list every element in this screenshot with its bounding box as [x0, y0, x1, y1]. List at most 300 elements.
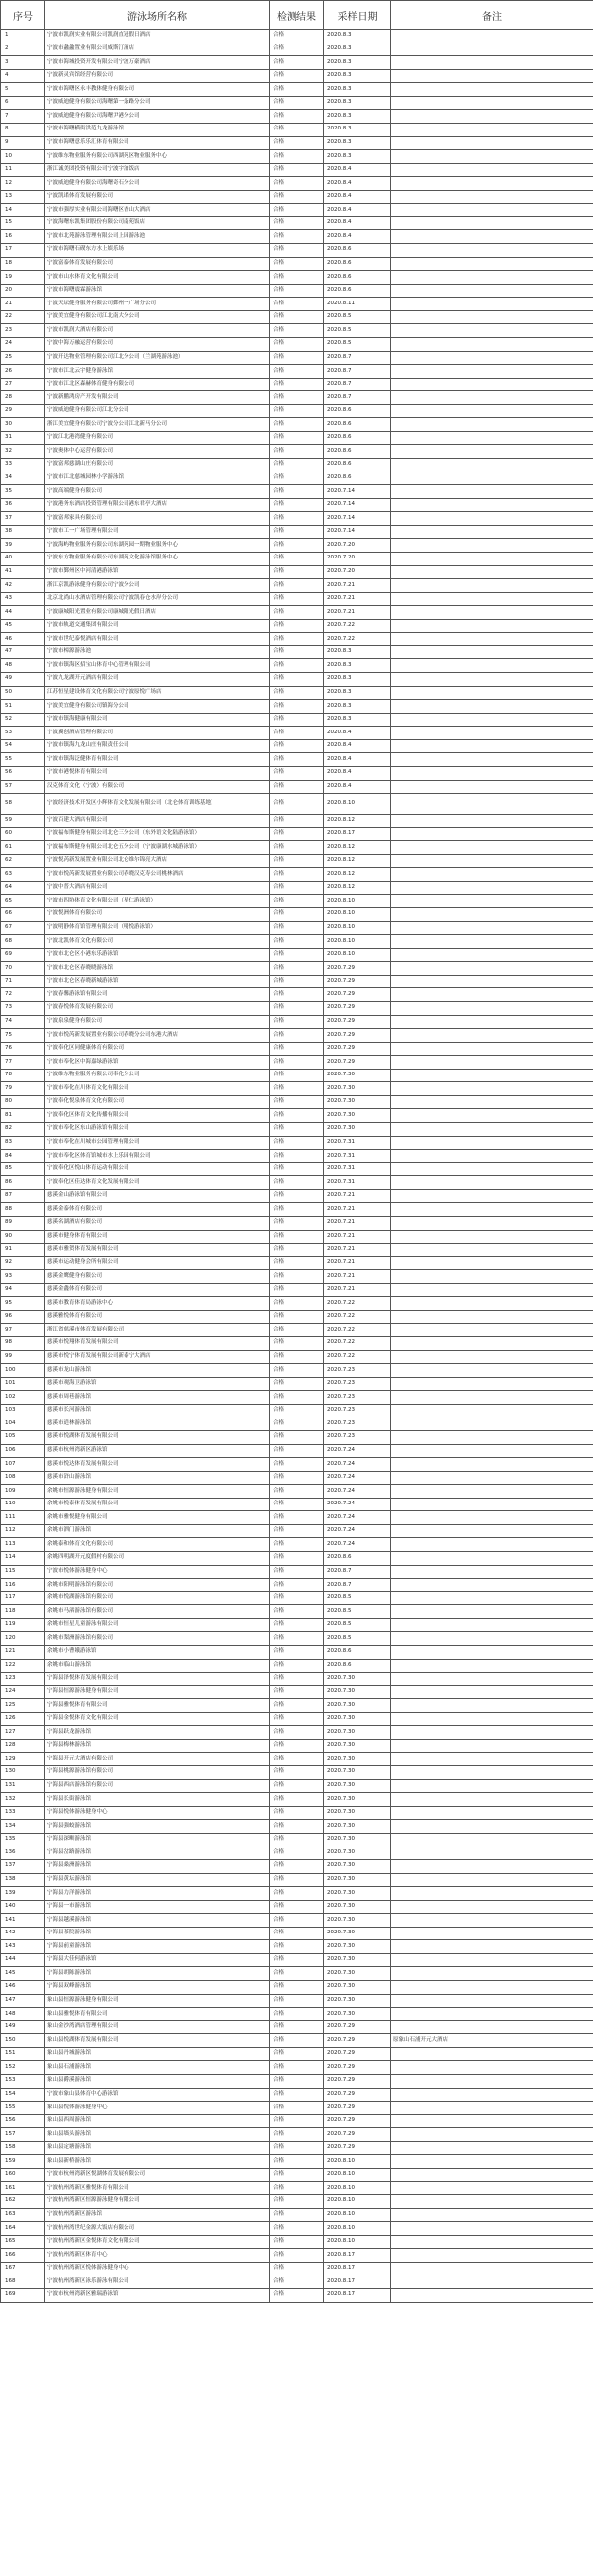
- row-index: 160: [1, 2168, 45, 2182]
- note: [391, 1605, 593, 1619]
- venue-name: 余姚市临山游泳馆: [45, 1659, 270, 1673]
- venue-name: 宁波富邦慈湖山庄有限公司: [45, 459, 270, 472]
- note: [391, 1793, 593, 1807]
- venue-name: 慈溪市健身体育有限公司: [45, 1230, 270, 1244]
- sample-date: 2020.8.5: [324, 324, 391, 338]
- sample-date: 2020.7.29: [324, 2061, 391, 2075]
- test-result: 合格: [270, 1056, 324, 1070]
- table-row: [1, 2195, 593, 2209]
- table-row: [1, 988, 593, 1002]
- row-index: 61: [1, 841, 45, 855]
- table-row: [1, 525, 593, 539]
- venue-name: 慈溪市浒山游泳馆: [45, 1471, 270, 1485]
- sample-date: 2020.7.21: [324, 579, 391, 593]
- row-index: 120: [1, 1632, 45, 1646]
- table-row: [1, 43, 593, 56]
- note: [391, 324, 593, 338]
- row-index: 44: [1, 606, 45, 620]
- note: [391, 472, 593, 485]
- header-result: 检测结果: [270, 1, 324, 30]
- row-index: 8: [1, 123, 45, 136]
- row-index: 63: [1, 868, 45, 882]
- header-index: 序号: [1, 1, 45, 30]
- row-index: 101: [1, 1377, 45, 1391]
- test-result: 合格: [270, 271, 324, 285]
- venue-name: 慈溪雅悦体育有限公司: [45, 1310, 270, 1324]
- note: [391, 619, 593, 633]
- row-index: 73: [1, 1001, 45, 1015]
- table-row: [1, 1189, 593, 1203]
- table-row: [1, 1538, 593, 1552]
- test-result: 合格: [270, 565, 324, 579]
- test-result: 合格: [270, 1927, 324, 1940]
- row-index: 62: [1, 854, 45, 868]
- test-result: 合格: [270, 739, 324, 753]
- note: [391, 1552, 593, 1566]
- row-index: 5: [1, 83, 45, 97]
- sample-date: 2020.7.29: [324, 1029, 391, 1043]
- row-index: 38: [1, 525, 45, 539]
- test-result: 合格: [270, 2262, 324, 2275]
- sample-date: 2020.8.3: [324, 645, 391, 659]
- table-row: [1, 1162, 593, 1176]
- row-index: 69: [1, 948, 45, 962]
- note: [391, 1230, 593, 1244]
- note: [391, 230, 593, 244]
- table-row: [1, 659, 593, 673]
- venue-name: 宁波市象山县体育中心游泳馆: [45, 2088, 270, 2102]
- note: [391, 1753, 593, 1766]
- note: [391, 1967, 593, 1981]
- sample-date: 2020.7.29: [324, 2114, 391, 2128]
- test-result: 合格: [270, 1015, 324, 1029]
- note: [391, 921, 593, 935]
- sample-date: 2020.8.10: [324, 2155, 391, 2169]
- sample-date: 2020.7.22: [324, 1310, 391, 1324]
- note: [391, 780, 593, 794]
- table-row: [1, 150, 593, 164]
- venue-name: 宁波新灵宾馆经营有限公司: [45, 69, 270, 83]
- venue-name: 宁海县双峰游泳馆: [45, 1981, 270, 1995]
- table-row: [1, 1458, 593, 1472]
- table-row: [1, 2141, 593, 2155]
- row-index: 33: [1, 459, 45, 472]
- sample-date: 2020.8.7: [324, 391, 391, 405]
- test-result: 合格: [270, 2168, 324, 2182]
- table-row: [1, 1873, 593, 1887]
- note: [391, 1524, 593, 1538]
- row-index: 159: [1, 2155, 45, 2169]
- venue-name: 宁海县前童游泳馆: [45, 1940, 270, 1954]
- row-index: 36: [1, 498, 45, 512]
- test-result: 合格: [270, 1095, 324, 1109]
- table-row: [1, 83, 593, 97]
- sample-date: 2020.7.21: [324, 1230, 391, 1244]
- sample-date: 2020.7.30: [324, 1994, 391, 2008]
- test-result: 合格: [270, 43, 324, 56]
- note: [391, 123, 593, 136]
- note: [391, 1123, 593, 1137]
- table-row: [1, 1082, 593, 1096]
- note: [391, 1511, 593, 1525]
- note: [391, 1283, 593, 1297]
- note: [391, 1310, 593, 1324]
- test-result: 合格: [270, 351, 324, 365]
- venue-name: 宁海县胡陈游泳馆: [45, 1967, 270, 1981]
- row-index: 90: [1, 1230, 45, 1244]
- row-index: 117: [1, 1591, 45, 1605]
- venue-name: 江苏恒星建设体育文化有限公司宁波原悦广场店: [45, 686, 270, 700]
- test-result: 合格: [270, 1820, 324, 1834]
- row-index: 135: [1, 1833, 45, 1846]
- table-row: [1, 2288, 593, 2302]
- table-row: [1, 948, 593, 962]
- note: [391, 1873, 593, 1887]
- sample-date: 2020.7.14: [324, 485, 391, 499]
- venue-name: 宁波市江北区森赫体育健身有限公司: [45, 378, 270, 391]
- test-result: 合格: [270, 230, 324, 244]
- sample-date: 2020.7.30: [324, 1712, 391, 1726]
- row-index: 48: [1, 659, 45, 673]
- venue-name: 宁波市蠡蠡置业有限公司威斯汀酒店: [45, 43, 270, 56]
- note: [391, 1082, 593, 1096]
- venue-name: 宁波美宜健身有限公司镇海分公司: [45, 700, 270, 714]
- sample-date: 2020.7.30: [324, 1685, 391, 1699]
- row-index: 16: [1, 230, 45, 244]
- test-result: 合格: [270, 1485, 324, 1499]
- table-row: [1, 1565, 593, 1579]
- venue-name: 宁海县力洋游泳馆: [45, 1887, 270, 1901]
- test-result: 合格: [270, 659, 324, 673]
- test-result: 合格: [270, 1256, 324, 1270]
- test-result: 合格: [270, 1244, 324, 1257]
- table-row: [1, 378, 593, 391]
- test-result: 合格: [270, 2074, 324, 2088]
- row-index: 18: [1, 257, 45, 271]
- table-row: [1, 190, 593, 204]
- sample-date: 2020.8.6: [324, 404, 391, 418]
- test-result: 合格: [270, 431, 324, 445]
- sample-date: 2020.7.21: [324, 606, 391, 620]
- note: [391, 1162, 593, 1176]
- table-row: [1, 2235, 593, 2249]
- venue-name: 宁波九龙湖开元酒店有限公司: [45, 673, 270, 687]
- row-index: 85: [1, 1162, 45, 1176]
- sample-date: 2020.8.5: [324, 1632, 391, 1646]
- row-index: 49: [1, 673, 45, 687]
- sample-date: 2020.8.6: [324, 257, 391, 271]
- note: [391, 700, 593, 714]
- test-result: 合格: [270, 459, 324, 472]
- venue-name: 宁波市世纪泰悦酒店有限公司: [45, 633, 270, 646]
- row-index: 87: [1, 1189, 45, 1203]
- table-row: [1, 1001, 593, 1015]
- sample-date: 2020.7.30: [324, 1833, 391, 1846]
- row-index: 70: [1, 962, 45, 976]
- row-index: 146: [1, 1981, 45, 1995]
- note: [391, 2275, 593, 2289]
- sample-date: 2020.7.24: [324, 1498, 391, 1511]
- test-result: 合格: [270, 150, 324, 164]
- sample-date: 2020.7.29: [324, 2141, 391, 2155]
- row-index: 22: [1, 310, 45, 324]
- test-result: 合格: [270, 1833, 324, 1846]
- sample-date: 2020.8.6: [324, 1645, 391, 1659]
- note: [391, 1994, 593, 2008]
- venue-name: 象山金沙湾酒店管理有限公司: [45, 2020, 270, 2034]
- row-index: 122: [1, 1659, 45, 1673]
- row-index: 46: [1, 633, 45, 646]
- note: [391, 1136, 593, 1150]
- venue-name: 象山县悦体游泳健身中心: [45, 2102, 270, 2115]
- row-index: 13: [1, 190, 45, 204]
- test-result: 合格: [270, 713, 324, 727]
- test-result: 合格: [270, 1766, 324, 1780]
- test-result: 合格: [270, 539, 324, 553]
- test-result: 合格: [270, 2102, 324, 2115]
- venue-name: 浙江美宜健身有限公司宁波分公司江北新马分公司: [45, 418, 270, 432]
- venue-name: 宁波杭州湾新区金悦体育文化有限公司: [45, 2235, 270, 2249]
- sample-date: 2020.7.23: [324, 1364, 391, 1378]
- table-row: [1, 337, 593, 351]
- test-result: 合格: [270, 2249, 324, 2263]
- test-result: 合格: [270, 1417, 324, 1431]
- venue-name: 象山县恒源游泳健身有限公司: [45, 1994, 270, 2008]
- sample-date: 2020.7.29: [324, 975, 391, 988]
- note: [391, 1056, 593, 1070]
- table-row: [1, 686, 593, 700]
- table-row: [1, 204, 593, 217]
- test-result: 合格: [270, 1659, 324, 1673]
- test-result: 合格: [270, 975, 324, 988]
- row-index: 25: [1, 351, 45, 365]
- table-row: [1, 2114, 593, 2128]
- row-index: 84: [1, 1150, 45, 1163]
- note: [391, 1806, 593, 1820]
- venue-name: 宁波中海万融运营有限公司: [45, 337, 270, 351]
- venue-name: 余姚市雅悦健身有限公司: [45, 1511, 270, 1525]
- table-row: [1, 30, 593, 43]
- venue-name: 宁海县黄坛游泳馆: [45, 1873, 270, 1887]
- sample-date: 2020.8.7: [324, 378, 391, 391]
- note: [391, 1216, 593, 1230]
- venue-name: 宁波市鄞州区中河清港游泳馆: [45, 565, 270, 579]
- venue-name: 宁波市轨道交通集团有限公司: [45, 619, 270, 633]
- row-index: 27: [1, 378, 45, 391]
- note: [391, 56, 593, 70]
- sample-date: 2020.8.7: [324, 1579, 391, 1592]
- row-index: 139: [1, 1887, 45, 1901]
- test-result: 合格: [270, 592, 324, 606]
- row-index: 60: [1, 827, 45, 841]
- note: [391, 1712, 593, 1726]
- table-row: [1, 895, 593, 908]
- row-index: 88: [1, 1203, 45, 1217]
- sample-date: 2020.8.17: [324, 2262, 391, 2275]
- sample-date: 2020.7.29: [324, 2047, 391, 2061]
- venue-name: 宁波市奉化区中海嘉绿游泳馆: [45, 1056, 270, 1070]
- test-result: 合格: [270, 1793, 324, 1807]
- table-row: [1, 739, 593, 753]
- table-row: [1, 713, 593, 727]
- test-result: 合格: [270, 1753, 324, 1766]
- table-row: [1, 700, 593, 714]
- venue-name: 宁波奥体中心运营有限公司: [45, 445, 270, 459]
- venue-name: 宁海县强蛟游泳馆: [45, 1820, 270, 1834]
- table-row: [1, 1095, 593, 1109]
- sample-date: 2020.7.30: [324, 1927, 391, 1940]
- venue-name: 宁波江北港湾健身有限公司: [45, 431, 270, 445]
- test-result: 合格: [270, 2114, 324, 2128]
- venue-name: 宁海县长街游泳馆: [45, 1793, 270, 1807]
- note: [391, 948, 593, 962]
- table-row: [1, 1591, 593, 1605]
- sample-date: 2020.7.30: [324, 1940, 391, 1954]
- table-row: [1, 1404, 593, 1417]
- note: [391, 284, 593, 298]
- table-row: [1, 1123, 593, 1137]
- test-result: 合格: [270, 908, 324, 922]
- venue-name: 慈溪市周巷游泳馆: [45, 1391, 270, 1405]
- table-row: [1, 1444, 593, 1458]
- sample-date: 2020.8.3: [324, 686, 391, 700]
- sample-date: 2020.8.17: [324, 2288, 391, 2302]
- note: [391, 1001, 593, 1015]
- sample-date: 2020.8.10: [324, 2208, 391, 2222]
- row-index: 2: [1, 43, 45, 56]
- sample-date: 2020.8.4: [324, 163, 391, 177]
- test-result: 合格: [270, 2128, 324, 2142]
- table-row: [1, 1015, 593, 1029]
- venue-name: 宁波市北仑区春晓新城游泳馆: [45, 975, 270, 988]
- sample-date: 2020.7.30: [324, 1673, 391, 1686]
- test-result: 合格: [270, 1967, 324, 1981]
- note: [391, 1324, 593, 1337]
- sample-date: 2020.7.30: [324, 1859, 391, 1873]
- table-row: [1, 1283, 593, 1297]
- sample-date: 2020.7.31: [324, 1162, 391, 1176]
- table-row: [1, 230, 593, 244]
- row-index: 142: [1, 1927, 45, 1940]
- table-row: [1, 1766, 593, 1780]
- venue-name: 慈溪金山游泳馆有限公司: [45, 1189, 270, 1203]
- note: [391, 1471, 593, 1485]
- sample-date: 2020.7.29: [324, 2020, 391, 2034]
- test-result: 合格: [270, 1001, 324, 1015]
- note: [391, 1927, 593, 1940]
- row-index: 55: [1, 753, 45, 767]
- venue-name: 宁波市凯润实业有限公司凯润直冠假日酒店: [45, 30, 270, 43]
- venue-name: 象山县定塘游泳馆: [45, 2141, 270, 2155]
- test-result: 合格: [270, 1297, 324, 1311]
- note: [391, 579, 593, 593]
- sample-date: 2020.8.4: [324, 739, 391, 753]
- test-result: 合格: [270, 2034, 324, 2048]
- row-index: 107: [1, 1458, 45, 1472]
- sample-date: 2020.8.3: [324, 713, 391, 727]
- test-result: 合格: [270, 1162, 324, 1176]
- note: [391, 1820, 593, 1834]
- row-index: 14: [1, 204, 45, 217]
- test-result: 合格: [270, 1216, 324, 1230]
- test-result: 合格: [270, 1136, 324, 1150]
- table-row: [1, 284, 593, 298]
- table-row: [1, 2208, 593, 2222]
- table-row: [1, 257, 593, 271]
- sample-date: 2020.8.10: [324, 2235, 391, 2249]
- venue-name: 宁波市海曙石碶东方水上娱乐场: [45, 244, 270, 258]
- row-index: 153: [1, 2074, 45, 2088]
- row-index: 133: [1, 1806, 45, 1820]
- note: [391, 895, 593, 908]
- test-result: 合格: [270, 1685, 324, 1699]
- table-row: [1, 2168, 593, 2182]
- sample-date: 2020.8.5: [324, 1591, 391, 1605]
- table-row: [1, 2102, 593, 2115]
- venue-name: 宁波威迪健身有限公司江北分公司: [45, 404, 270, 418]
- sample-date: 2020.7.23: [324, 1404, 391, 1417]
- test-result: 合格: [270, 1953, 324, 1967]
- note: [391, 30, 593, 43]
- venue-name: 宁波美宜健身有限公司江北南大分公司: [45, 310, 270, 324]
- sample-date: 2020.8.6: [324, 445, 391, 459]
- sample-date: 2020.8.3: [324, 123, 391, 136]
- venue-name: 宁波海曙东凯集团股份有限公司南苑饭店: [45, 216, 270, 230]
- sample-date: 2020.7.30: [324, 1726, 391, 1740]
- table-row: [1, 1739, 593, 1753]
- note: [391, 96, 593, 110]
- sample-date: 2020.7.20: [324, 565, 391, 579]
- test-result: 合格: [270, 686, 324, 700]
- test-result: 合格: [270, 136, 324, 150]
- note: [391, 1846, 593, 1860]
- note: [391, 110, 593, 124]
- venue-name: 宁波市海曙震霖游泳馆: [45, 284, 270, 298]
- header-venue: 游泳场所名称: [45, 1, 270, 30]
- row-index: 31: [1, 431, 45, 445]
- row-index: 109: [1, 1485, 45, 1499]
- row-index: 26: [1, 365, 45, 379]
- row-index: 71: [1, 975, 45, 988]
- note: [391, 962, 593, 976]
- note: [391, 310, 593, 324]
- sample-date: 2020.8.10: [324, 2182, 391, 2195]
- test-result: 合格: [270, 1498, 324, 1511]
- table-row: [1, 1726, 593, 1740]
- venue-name: 宁波经济技术开发区小辉体育文化发展有限公司（北仑体育训练基地）: [45, 794, 270, 815]
- table-row: [1, 854, 593, 868]
- sample-date: 2020.8.3: [324, 43, 391, 56]
- table-row: [1, 1618, 593, 1632]
- table-row: [1, 1471, 593, 1485]
- venue-name: 浙江京凯游泳健身有限公司宁波分公司: [45, 579, 270, 593]
- sample-date: 2020.7.22: [324, 619, 391, 633]
- row-index: 29: [1, 404, 45, 418]
- sample-date: 2020.7.30: [324, 1900, 391, 1914]
- table-row: [1, 645, 593, 659]
- test-result: 合格: [270, 190, 324, 204]
- sample-date: 2020.8.12: [324, 841, 391, 855]
- sample-date: 2020.7.14: [324, 512, 391, 526]
- row-index: 75: [1, 1029, 45, 1043]
- row-index: 152: [1, 2061, 45, 2075]
- row-index: 78: [1, 1069, 45, 1082]
- note: [391, 1350, 593, 1364]
- row-index: 111: [1, 1511, 45, 1525]
- test-result: 合格: [270, 1900, 324, 1914]
- note: [391, 1900, 593, 1914]
- row-index: 19: [1, 271, 45, 285]
